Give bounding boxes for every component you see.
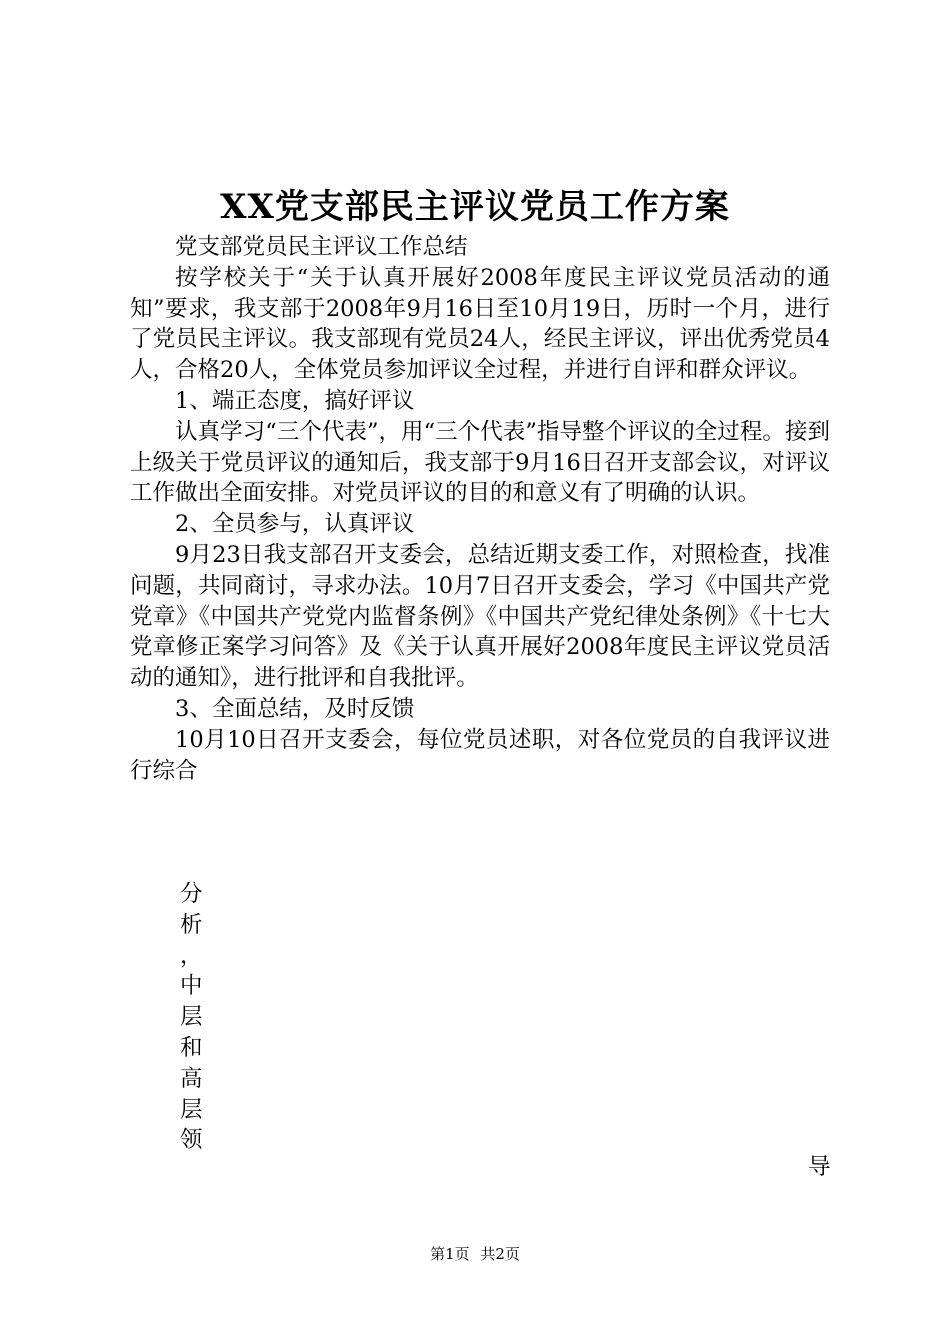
section-heading: 1、端正态度，搞好评议 (175, 387, 415, 414)
page-total: 共2页 (480, 1245, 520, 1263)
vertical-char: 领 (180, 1127, 203, 1154)
section-heading: 党支部党员民主评议工作总结 (175, 234, 468, 260)
body-paragraph: 认真学习“三个代表”，用“三个代表”指导整个评议的全过程。接到上级关于党员评议的通知后，我支部于9月16日召开支部会议，对评议工作做出全面安排。对党员评议的目的和意义有了明确的认识。 (130, 418, 830, 507)
vertical-char: 高 (180, 1065, 203, 1092)
body-paragraph: 按学校关于“关于认真开展好2008年度民主评议党员活动的通知”要求，我支部于2008年9月16日至10月19日，历时一个月，进行了党员民主评议。我支部现有党员24人，经民主评议，评出优秀党员4人，合格20人，全体党员参加评议全过程，并进行自评和群众评议。 (130, 264, 830, 384)
page-number: 第1页 (430, 1245, 470, 1263)
page-footer (0, 1242, 950, 1266)
section-heading: 2、全员参与，认真评议 (175, 511, 415, 538)
vertical-char: 中 (180, 973, 203, 1000)
vertical-char: 层 (180, 1096, 203, 1123)
section-heading: 3、全面总结，及时反馈 (175, 695, 415, 722)
body-paragraph: 10月10日召开支委会，每位党员述职，对各位党员的自我评议进行综合 (130, 726, 830, 784)
vertical-text-column (180, 879, 210, 1156)
body-paragraph: 9月23日我支部召开支委会，总结近期支委工作，对照检查，找准问题，共同商讨，寻求办法。10月7日召开支委会，学习《中国共产党党章》《中国共产党党内监督条例》《中国共产党纪律处条例》《十七大党章修正案学习问答》及《关于认真开展好2008年度民主评议党员活动的通知》，进行批评和自我批评。 (130, 541, 830, 692)
vertical-char: 分 (180, 881, 203, 907)
vertical-char: 和 (180, 1034, 203, 1061)
document-body (130, 232, 830, 786)
trailing-char: 导 (808, 1154, 831, 1180)
vertical-char: 层 (180, 1004, 203, 1031)
vertical-char: 析 (180, 911, 203, 938)
document-title: XX党支部民主评议党员工作方案 (220, 187, 730, 227)
vertical-char: ， (180, 942, 203, 969)
